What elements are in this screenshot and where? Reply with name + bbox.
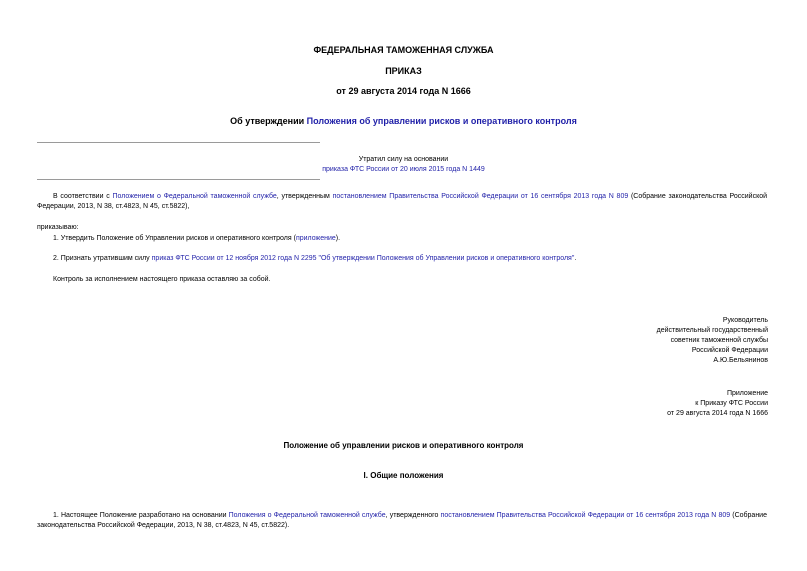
- status-note-text: Утратил силу на основании: [358, 156, 449, 163]
- repealed-order-link[interactable]: приказ ФТС России от 12 ноября 2012 года N 2295 "Об утверждении Положения об Управлении рисков и оперативного контроля": [151, 255, 575, 262]
- separator-top: [37, 142, 320, 143]
- agency-heading: ФЕДЕРАЛЬНАЯ ТАМОЖЕННАЯ СЛУЖБА: [313, 45, 494, 55]
- order-item-2: [37, 254, 767, 264]
- doc-title-link[interactable]: Положения об управлении рисков и оперативного контроля: [306, 116, 577, 126]
- regulation-link-resolution[interactable]: постановлением Правительства Российской Федерации от 16 сентября 2013 года N 809: [440, 512, 731, 519]
- signature-line: советник таможенной службы: [670, 337, 768, 344]
- order-item-1: [37, 234, 767, 244]
- intro-text-c: (Собрание законодательства Российской Федерации, 2013, N 38, ст.4823, N 45, ст.5822),: [37, 193, 768, 210]
- appendix-line: Приложение: [726, 390, 768, 397]
- appendix-block: [520, 389, 768, 419]
- status-note: [0, 155, 807, 175]
- order-word: приказываю:: [37, 224, 79, 231]
- order-item-2-text-a: 2. Признать утратившим силу: [53, 255, 152, 262]
- intro-link-regulation[interactable]: Положением о Федеральной таможенной службе: [112, 193, 277, 200]
- doc-title: [0, 116, 807, 126]
- signature-line: Российской Федерации: [691, 347, 768, 354]
- regulation-p1-text-a: 1. Настоящее Положение разработано на основании: [53, 512, 229, 519]
- signature-name: А.Ю.Бельянинов: [713, 357, 768, 364]
- control-clause: Контроль за исполнением настоящего приказа оставляю за собой.: [53, 276, 271, 283]
- regulation-p1-text-b: , утвержденного: [385, 512, 441, 519]
- intro-text-b: , утвержденным: [276, 193, 333, 200]
- intro-paragraph: [37, 192, 767, 212]
- appendix-line: от 29 августа 2014 года N 1666: [667, 410, 768, 417]
- doc-date-number: от 29 августа 2014 года N 1666: [336, 86, 471, 96]
- order-item-1-text-a: 1. Утвердить Положение об Управлении рисков и оперативного контроля (: [53, 235, 296, 242]
- doc-type-heading: ПРИКАЗ: [385, 66, 422, 76]
- doc-title-prefix: Об утверждении: [230, 116, 307, 126]
- signature-block: [520, 316, 768, 366]
- status-note-link[interactable]: приказа ФТС России от 20 июля 2015 года N 1449: [322, 166, 485, 173]
- regulation-link-fts[interactable]: Положения о Федеральной таможенной службе: [228, 512, 386, 519]
- order-item-1-text-b: ).: [335, 235, 341, 242]
- section-heading: I. Общие положения: [363, 471, 444, 480]
- intro-link-resolution[interactable]: постановлением Правительства Российской Федерации от 16 сентября 2013 года N 809: [332, 193, 629, 200]
- intro-text-a: В соответствии с: [53, 193, 113, 200]
- regulation-p1-text-c: (Собрание законодательства Российской Федерации, 2013, N 38, ст.4823, N 45, ст.5822).: [37, 512, 767, 529]
- appendix-line: к Приказу ФТС России: [695, 400, 768, 407]
- regulation-paragraph-1: [37, 511, 767, 531]
- order-item-2-text-b: .: [574, 255, 577, 262]
- separator-bottom: [37, 179, 320, 180]
- signature-line: действительный государственный: [656, 327, 768, 334]
- appendix-link[interactable]: приложение: [295, 235, 336, 242]
- regulation-title: Положение об управлении рисков и оперативного контроля: [283, 441, 524, 450]
- signature-line: Руководитель: [722, 317, 768, 324]
